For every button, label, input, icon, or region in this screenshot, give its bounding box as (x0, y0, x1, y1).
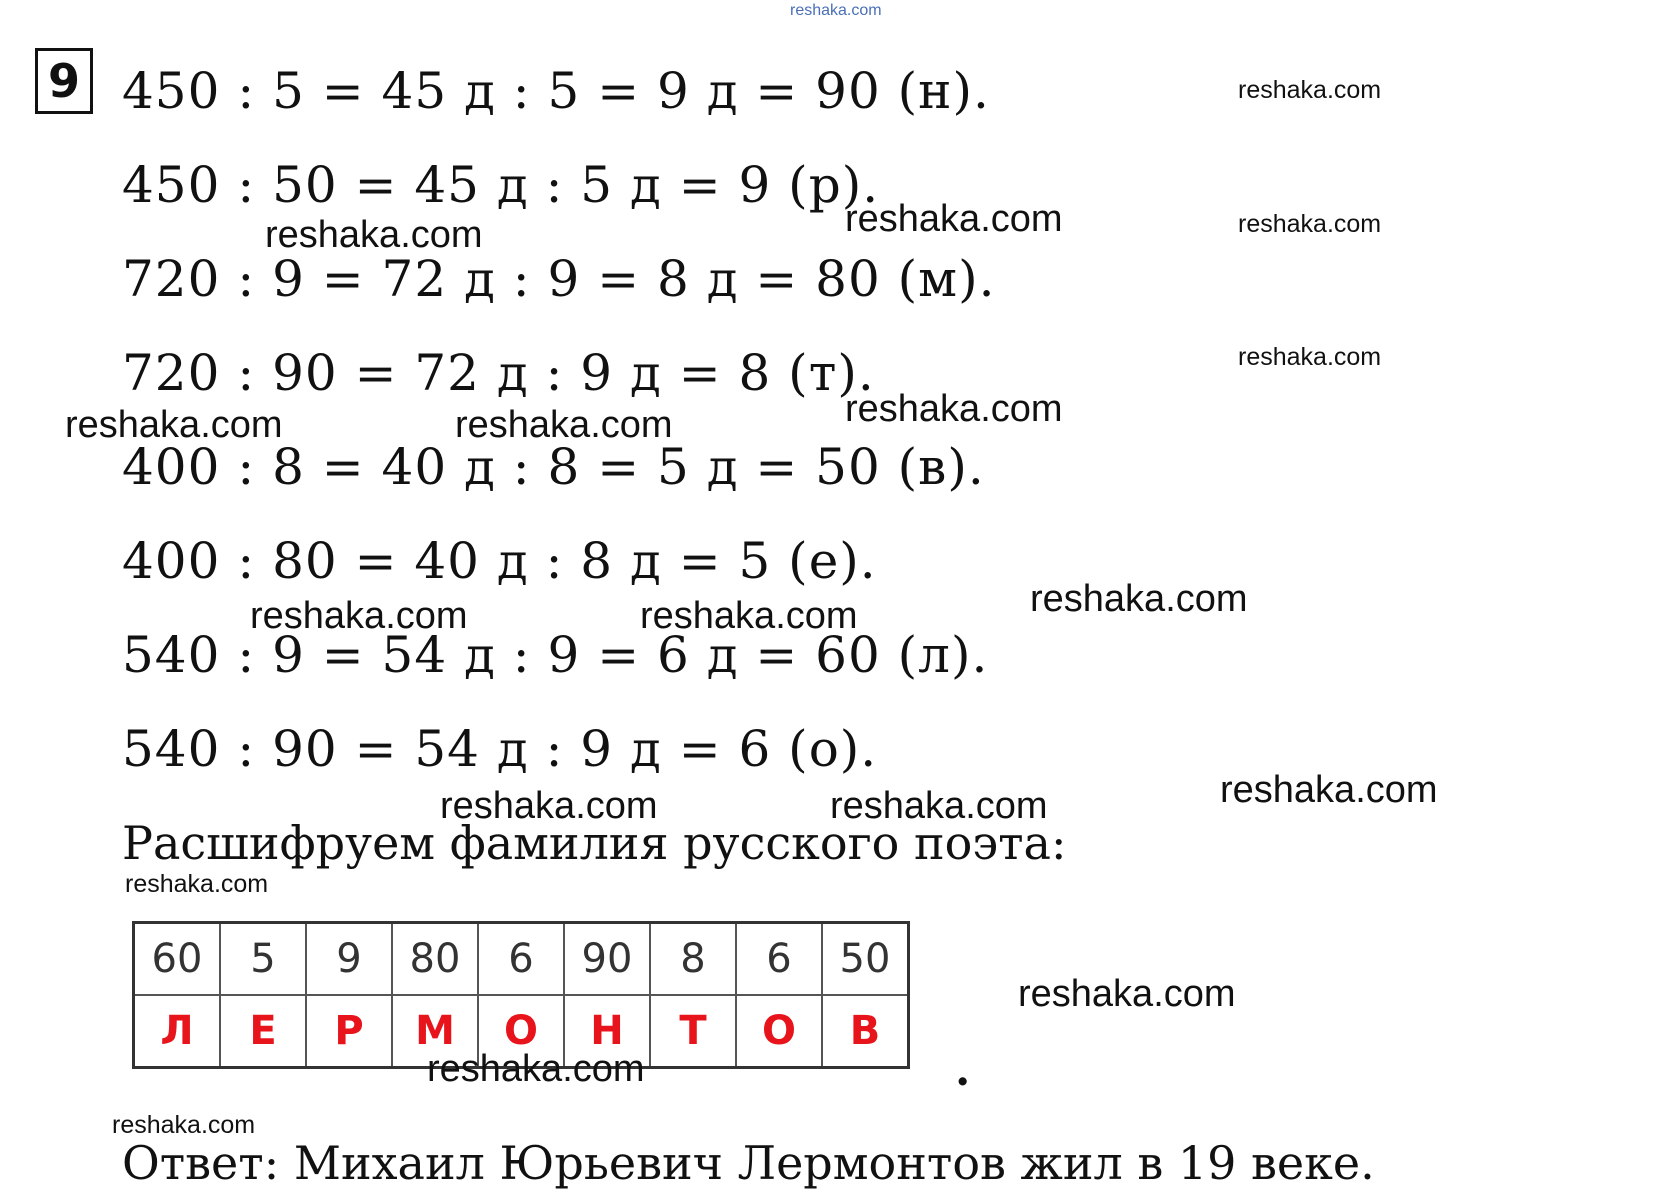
table-trailing-dot: . (955, 1045, 971, 1096)
watermark: reshaka.com (1238, 343, 1382, 371)
cipher-number: 8 (650, 923, 736, 996)
intro-text: Расшифруем фамилия русского поэта: (122, 816, 1067, 870)
watermark: reshaka.com (1238, 76, 1382, 104)
equation-line: 450 : 50 = 45 д : 5 д = 9 (р). (122, 156, 880, 214)
cipher-letter: Е (220, 995, 306, 1068)
cipher-letter: О (478, 995, 564, 1068)
task-number: 9 (35, 48, 93, 114)
cipher-number: 50 (822, 923, 909, 996)
watermark: reshaka.com (845, 388, 1063, 430)
watermark: reshaka.com (1030, 578, 1248, 620)
cipher-number: 90 (564, 923, 650, 996)
cipher-number: 9 (306, 923, 392, 996)
watermark: reshaka.com (455, 404, 673, 446)
cipher-number: 80 (392, 923, 478, 996)
watermark: reshaka.com (845, 198, 1063, 240)
watermark: reshaka.com (640, 595, 858, 637)
watermark: reshaka.com (125, 870, 269, 898)
equation-line: 540 : 90 = 54 д : 9 д = 6 (о). (122, 720, 878, 778)
watermark: reshaka.com (112, 1111, 256, 1139)
cipher-letter: М (392, 995, 478, 1068)
watermark: reshaka.com (250, 595, 468, 637)
watermark: reshaka.com (440, 785, 658, 827)
header-watermark: reshaka.com (790, 2, 882, 19)
equation-line: 450 : 5 = 45 д : 5 = 9 д = 90 (н). (122, 62, 990, 120)
watermark: reshaka.com (65, 404, 283, 446)
equation-line: 540 : 9 = 54 д : 9 = 6 д = 60 (л). (122, 626, 989, 684)
cipher-number: 6 (736, 923, 822, 996)
equation-line: 400 : 80 = 40 д : 8 д = 5 (е). (122, 532, 877, 590)
cipher-letter: В (822, 995, 909, 1068)
watermark: reshaka.com (1220, 769, 1438, 811)
cipher-number: 5 (220, 923, 306, 996)
equation-line: 400 : 8 = 40 д : 8 = 5 д = 50 (в). (122, 438, 985, 496)
cipher-letter: Л (134, 995, 221, 1068)
cipher-letter: Р (306, 995, 392, 1068)
cipher-number: 60 (134, 923, 221, 996)
cipher-letter: Т (650, 995, 736, 1068)
watermark: reshaka.com (1238, 210, 1382, 238)
cipher-numbers-row (134, 923, 909, 996)
watermark: reshaka.com (427, 1048, 645, 1090)
equation-line: 720 : 9 = 72 д : 9 = 8 д = 80 (м). (122, 250, 996, 308)
cipher-letter: О (736, 995, 822, 1068)
watermark: reshaka.com (265, 214, 483, 256)
cipher-number: 6 (478, 923, 564, 996)
answer-text: Ответ: Михаил Юрьевич Лермонтов жил в 19 веке. (122, 1136, 1375, 1190)
watermark: reshaka.com (830, 785, 1048, 827)
equation-line: 720 : 90 = 72 д : 9 д = 8 (т). (122, 344, 875, 402)
watermark: reshaka.com (1018, 973, 1236, 1015)
cipher-letter: Н (564, 995, 650, 1068)
cipher-table (132, 921, 910, 1069)
